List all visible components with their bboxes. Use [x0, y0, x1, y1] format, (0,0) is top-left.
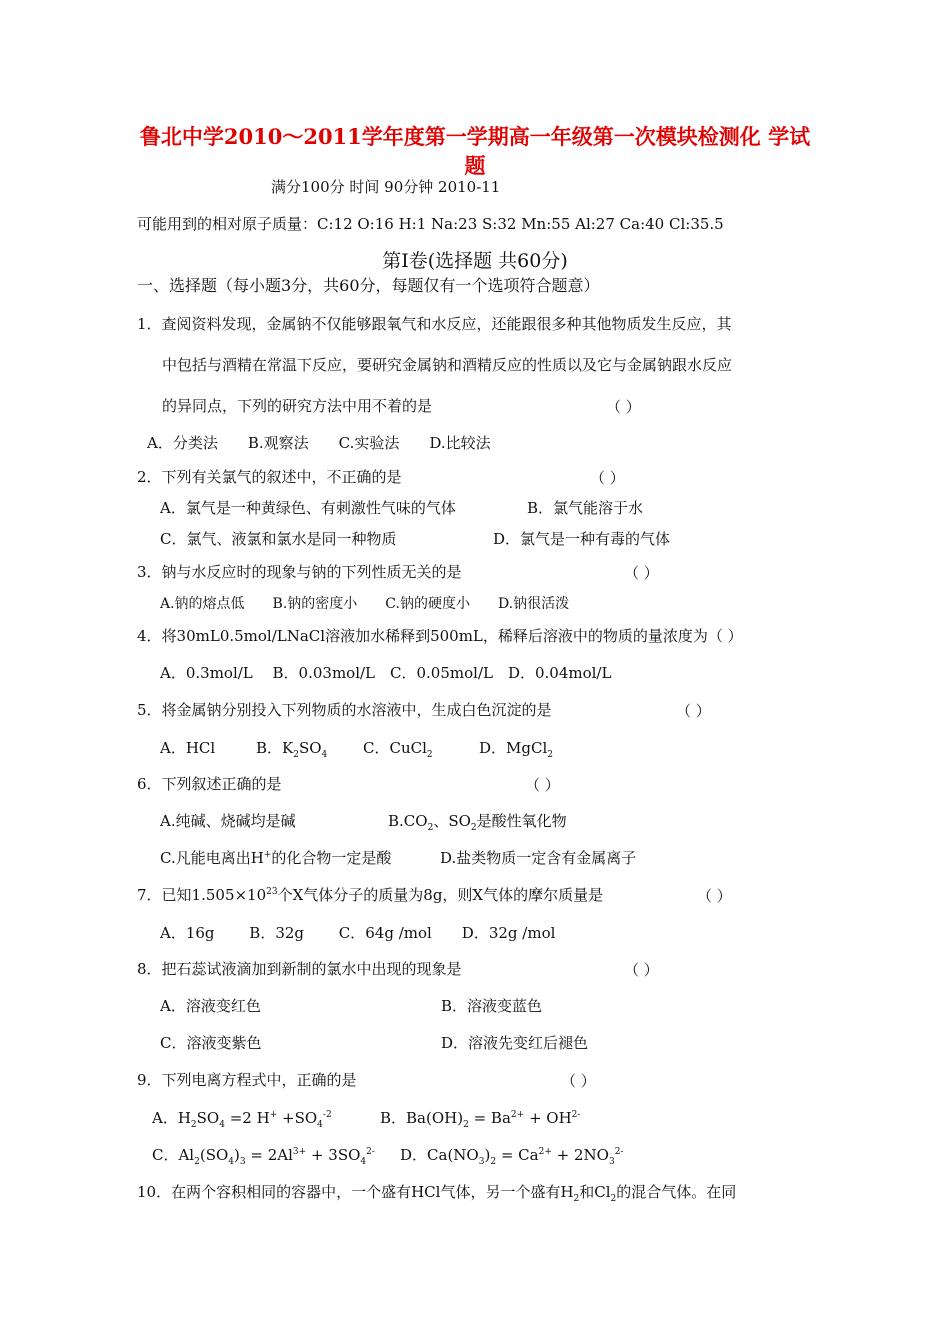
atomic-mass-line: 可能用到的相对原子质量：C:12 O:16 H:1 Na:23 S:32 Mn:55 Al:27 Ca:40 Cl:35.5	[137, 215, 724, 233]
q8-option-a: A．溶液变红色	[160, 997, 261, 1015]
q5-option-d: D．MgCl$_2$	[479, 739, 553, 760]
exam-info: 满分100分 时间 90分钟 2010-11	[271, 178, 501, 196]
q2-answer-paren: （ ）	[590, 469, 625, 487]
q5-answer-paren: （ ）	[676, 702, 711, 720]
q1-answer-paren: （ ）	[606, 398, 641, 416]
q9-answer-paren: （ ）	[561, 1072, 596, 1090]
q4-stem: 4．将30mL0.5mol/LNaCl溶液加水稀释到500mL，稀释后溶液中的物质的量浓度为（ ）	[137, 627, 743, 645]
q6-answer-paren: （ ）	[525, 776, 560, 794]
q9-option-b: B．$Ba(OH)_2 = Ba^{2+} + OH^{2-}$	[380, 1109, 581, 1130]
q5-option-b: B．$K_2SO_4$	[256, 739, 328, 760]
q6-option-c: C.凡能电离出H+的化合物一定是酸	[160, 849, 392, 867]
q10-stem: 10．在两个容积相同的容器中，一个盛有HCl气体，另一个盛有$H_2$和$Cl_2$的混合气体。在同	[137, 1183, 737, 1204]
q2-option-b: B．氯气能溶于水	[527, 499, 644, 517]
q3-stem: 3．钠与水反应时的现象与钠的下列性质无关的是	[137, 563, 462, 581]
q7-answer-paren: （ ）	[697, 887, 732, 905]
q4-options: A．0.3mol/L B．0.03mol/L C．0.05mol/L D．0.04mol/L	[160, 664, 612, 682]
q8-stem: 8．把石蕊试液滴加到新制的氯水中出现的现象是	[137, 960, 462, 978]
q1-line3: 的异同点，下列的研究方法中用不着的是	[162, 397, 433, 415]
q1-line1: 1．查阅资料发现，金属钠不仅能够跟氧气和水反应，还能跟很多种其他物质发生反应，其	[137, 315, 732, 333]
q2-option-a: A．氯气是一种黄绿色、有刺激性气味的气体	[160, 499, 456, 517]
q6-stem: 6．下列叙述正确的是	[137, 775, 282, 793]
part-heading: 一、选择题（每小题3分，共60分，每题仅有一个选项符合题意）	[137, 276, 600, 295]
q8-option-d: D．溶液先变红后褪色	[441, 1034, 589, 1052]
q1-options: A．分类法 B.观察法 C.实验法 D.比较法	[147, 434, 491, 452]
q6-option-b: $B.CO_2$、$SO_2$是酸性氧化物	[388, 812, 567, 833]
q8-option-b: B．溶液变蓝色	[441, 997, 543, 1015]
q9-option-c: C．$Al_2(SO_4)_3 = 2Al^{3+} + 3SO_4^{2-}$	[152, 1146, 375, 1167]
q2-option-d: D．氯气是一种有毒的气体	[493, 530, 671, 548]
section-title: 第Ⅰ卷(选择题 共60分)	[382, 250, 568, 272]
q3-options: A.钠的熔点低 B.钠的密度小 C.钠的硬度小 D.钠很活泼	[160, 596, 570, 612]
q6-option-d: D.盐类物质一定含有金属离子	[440, 849, 637, 867]
q1-line2: 中包括与酒精在常温下反应，要研究金属钠和酒精反应的性质以及它与金属钠跟水反应	[162, 356, 733, 374]
q7-options: A．16g B．32g C．64g /mol D．32g /mol	[160, 924, 556, 942]
q9-stem: 9．下列电离方程式中，正确的是	[137, 1071, 357, 1089]
q2-stem: 2．下列有关氯气的叙述中，不正确的是	[137, 468, 402, 486]
q5-option-c: C．CuCl$_2$	[363, 739, 433, 760]
q3-answer-paren: （ ）	[624, 564, 659, 582]
q8-answer-paren: （ ）	[624, 961, 659, 979]
q7-stem: 7．已知$1.505\times 10^{23}$个X气体分子的质量为8g，则X气体的摩尔质量是	[137, 886, 604, 904]
q5-option-a: A．HCl	[160, 739, 216, 757]
q6-option-a: A.纯碱、烧碱均是碱	[160, 812, 296, 830]
exam-title: 鲁北中学2010～2011学年度第一学期高一年级第一次模块检测化 学试 题	[139, 124, 811, 178]
q9-option-a: A．$H_2SO_4 =2$ $H^+ +SO_4^{-2}$	[152, 1109, 332, 1130]
q8-option-c: C．溶液变紫色	[160, 1034, 262, 1052]
q5-stem: 5．将金属钠分别投入下列物质的水溶液中，生成白色沉淀的是	[137, 701, 552, 719]
q9-option-d: D．$Ca(NO_3)_2 = Ca^{2+} + 2NO_3^{2-}$	[400, 1146, 624, 1167]
q2-option-c: C．氯气、液氯和氯水是同一种物质	[160, 530, 397, 548]
